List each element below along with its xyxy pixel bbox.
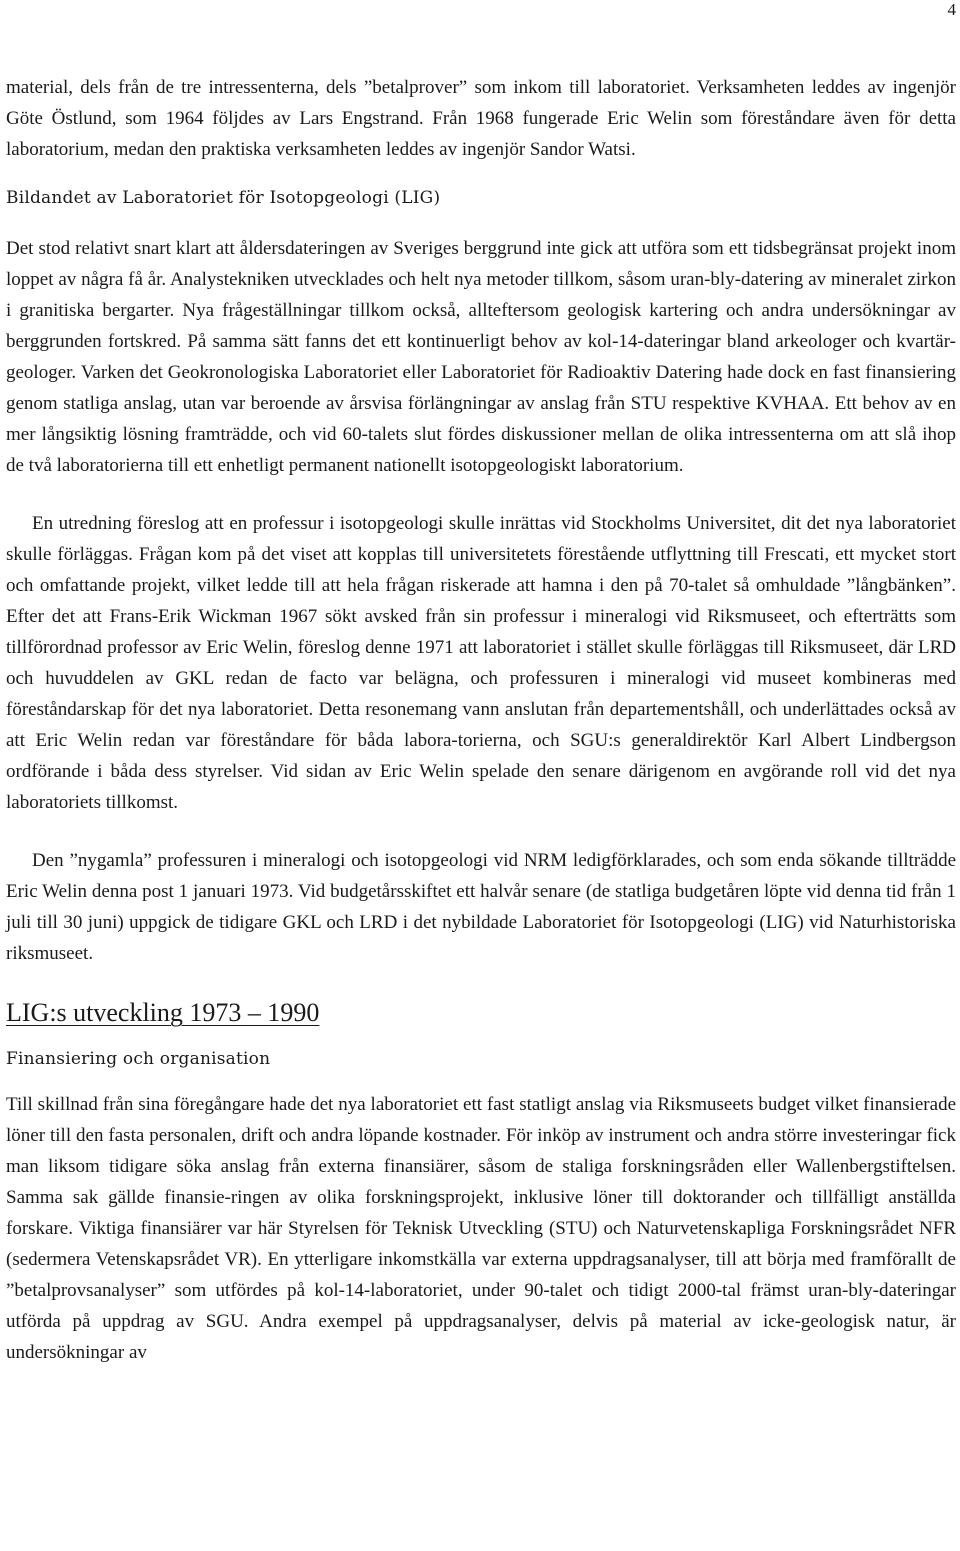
paragraph-gkl-operations: material, dels från de tre intressenterna, dels ”betalprover” som inkom till laboratoriet. Verksamheten leddes av ingenjör Göte Östlund, som 1964 följdes av Lars Engstrand. Från 1968 fungerade Eric Welin som föreståndare även för detta laboratorium, medan den praktiska verksamheten leddes av ingenjör Sandor Watsi. xyxy=(6,77,956,160)
document-body xyxy=(6,72,956,1368)
subheading-lig-formation: Bildandet av Laboratoriet för Isotopgeologi (LIG) xyxy=(6,188,441,208)
section-heading-lig-development: LIG:s utveckling 1973 – 1990 xyxy=(6,998,320,1027)
page-number: 4 xyxy=(947,0,956,19)
paragraph-dating-needs: Det stod relativt snart klart att åldersdateringen av Sveriges berggrund inte gick att utföra som ett tidsbegränsat projekt inom loppet av några få år. Analystekniken utvecklades och helt nya metoder tillkom, såsom uran-bly-datering av mineralet zirkon i granitiska bergarter. Nya frågeställningar tillkom också, allteftersom geologisk kartering och andra undersökningar av berggrunden fortskred. På samma sätt fanns det ett kontinuerligt behov av kol-14-dateringar bland arkeologer och kvartär-geologer. Varken det Geokronologiska Laboratoriet eller Laboratoriet för Radioaktiv Datering hade dock en fast finansiering genom statliga anslag, utan var beroende av årsvisa förlängningar av anslag från STU respektive KVHAA. Ett behov av en mer långsiktig lösning framträdde, och vid 60-talets slut fördes diskussioner mellan de olika intressenterna om att slå ihop de två laboratorierna till ett enhetligt permanent nationellt isotopgeologiskt laboratorium. xyxy=(6,238,956,476)
paragraph-welin-appointment: Den ”nygamla” professuren i mineralogi och isotopgeologi vid NRM ledigförklarades, och som enda sökande tillträdde Eric Welin denna post 1 januari 1973. Vid budgetårsskiftet ett halvår senare (de statliga budgetåren löpte vid denna tid från 1 juli till 30 juni) uppgick de tidigare GKL och LRD i det nybildade Laboratoriet för Isotopgeologi (LIG) vid Naturhistoriska riksmuseet. xyxy=(6,850,956,964)
paragraph-professorship-proposal: En utredning föreslog att en professur i isotopgeologi skulle inrättas vid Stockholms Universitet, dit det nya laboratoriet skulle förläggas. Frågan kom på det viset att kopplas till universitetets förestående utflyttning till Frescati, ett mycket stort och omfattande projekt, vilket ledde till att hela frågan riskerade att hamna i den på 70-talet så omhuldade ”långbänken”. Efter det att Frans-Erik Wickman 1967 sökt avsked från sin professur i mineralogi vid Riksmuseet, och efterträtts som tillförordnad professor av Eric Welin, föreslog denne 1971 att laboratoriet i stället skulle förläggas till Riksmuseet, där LRD och huvuddelen av GKL redan de facto var belägna, och professuren i mineralogi vid museet kombineras med föreståndarskap för det nya laboratoriet. Detta resonemang vann anslutan från departementshåll, och underlättades också av att Eric Welin redan var föreståndare för båda labora-torierna, och SGU:s generaldirektör Karl Albert Lindbergson ordförande i båda dess styrelser. Vid sidan av Eric Welin spelade den senare därigenom en avgörande roll vid det nya laboratoriets tillkomst. xyxy=(6,513,956,813)
paragraph-funding-sources: Till skillnad från sina föregångare hade det nya laboratoriet ett fast statligt anslag via Riksmuseets budget vilket finansierade löner till den fasta personalen, drift och andra löpande kostnader. För inköp av instrument och andra större investeringar fick man liksom tidigare söka anslag från externa finansiärer, såsom de staliga forskningsråden eller Wallenbergstiftelsen. Samma sak gällde finansie-ringen av olika forskningsprojekt, inklusive löner till doktorander och tillfälligt anställda forskare. Viktiga finansiärer var här Styrelsen för Teknisk Utveckling (STU) och Naturvetenskapliga Forskningsrådet NFR (sedermera Vetenskapsrådet VR). En ytterligare inkomstkälla var externa uppdragsanalyser, till att börja med framförallt de ”betalprovsanalyser” som utfördes på kol-14-laboratoriet, under 90-talet och tidigt 2000-tal främst uran-bly-dateringar utförda på uppdrag av SGU. Andra exempel på uppdragsanalyser, delvis på material av icke-geologisk natur, är undersökningar av xyxy=(6,1094,956,1363)
subheading-financing: Finansiering och organisation xyxy=(6,1049,271,1069)
